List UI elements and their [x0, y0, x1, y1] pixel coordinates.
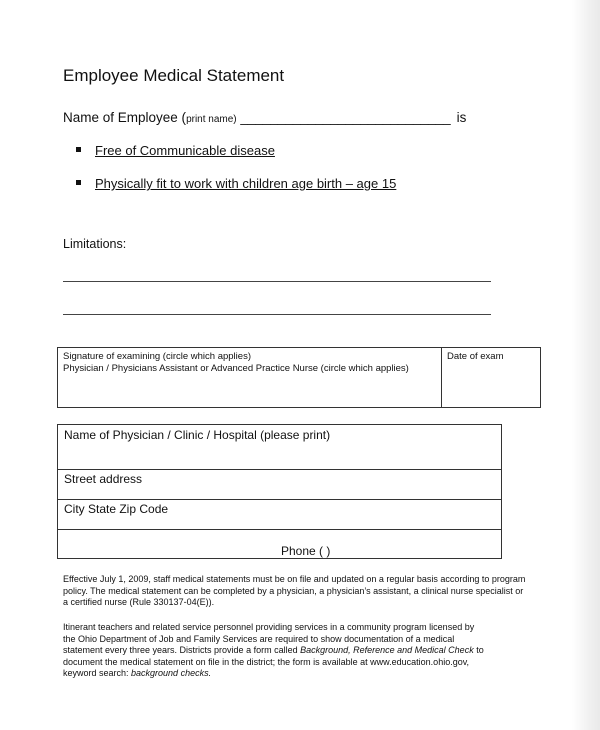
bullet-icon	[76, 147, 81, 152]
employee-name-field[interactable]	[63, 110, 466, 125]
limitations-line-1[interactable]	[63, 281, 491, 282]
signature-options: Physician / Physicians Assistant or Advanced Practice Nurse (circle which applies)	[63, 363, 409, 374]
phone-label: Phone ( )	[281, 544, 331, 558]
employee-name-suffix: is	[456, 110, 467, 125]
form-name-text: Background, Reference and Medical Check	[300, 645, 474, 655]
bullet-item	[76, 143, 275, 158]
paragraph-line: document the medical statement on file in the district; the form is available at www.education.ohio.gov,	[63, 656, 470, 667]
paragraph-line	[63, 668, 533, 680]
bullet-item	[76, 176, 396, 191]
paragraph-line: Itinerant teachers and related service personnel providing services in a community program licensed by	[63, 622, 475, 632]
paragraph-line: policy. The medical statement can be completed by a physician, a physician’s assistant, a clinical nurse specialist or	[63, 585, 524, 596]
city-state-zip-label: City State Zip Code	[64, 502, 169, 516]
bullet-text: Physically fit to work with children age birth – age 15	[95, 176, 397, 191]
employee-name-label: Name of Employee (	[63, 110, 187, 125]
employee-name-hint: print name)	[186, 114, 237, 125]
limitations-label: Limitations:	[63, 237, 127, 251]
phone-field[interactable]	[58, 530, 501, 560]
street-address-field[interactable]	[58, 470, 501, 500]
limitations-line-2[interactable]	[63, 314, 491, 315]
street-address-label: Street address	[64, 472, 143, 486]
paragraph-text: statement every three years. Districts provide a form called	[63, 645, 301, 655]
paragraph-text: to	[473, 645, 484, 655]
keyword-text: background checks.	[131, 668, 212, 678]
policy-paragraph-2	[63, 622, 533, 680]
physician-name-field[interactable]	[58, 425, 501, 470]
city-state-zip-field[interactable]	[58, 500, 501, 530]
paragraph-line: Effective July 1, 2009, staff medical statements must be on file and updated on a regular basis according to program	[63, 574, 526, 584]
physician-name-label: Name of Physician / Clinic / Hospital (please print)	[64, 428, 331, 442]
signature-box[interactable]	[57, 347, 541, 408]
employee-name-blank[interactable]: ____________________________	[236, 110, 451, 125]
paragraph-text: keyword search:	[63, 668, 132, 678]
signature-divider	[441, 348, 442, 407]
physician-info-box	[57, 424, 502, 559]
paragraph-line	[63, 645, 533, 657]
bullet-icon	[76, 180, 81, 185]
policy-paragraph-1	[63, 574, 533, 609]
page-edge-shadow	[572, 0, 600, 730]
signature-label: Signature of examining (circle which applies)	[63, 351, 251, 362]
date-of-exam-label: Date of exam	[447, 351, 504, 362]
paragraph-line: a certified nurse (Rule 330137-04(E)).	[63, 597, 215, 607]
paragraph-line: the Ohio Department of Job and Family Services are required to show documentation of a medical	[63, 633, 455, 644]
bullet-text: Free of Communicable disease	[95, 143, 275, 158]
form-title: Employee Medical Statement	[63, 66, 285, 85]
